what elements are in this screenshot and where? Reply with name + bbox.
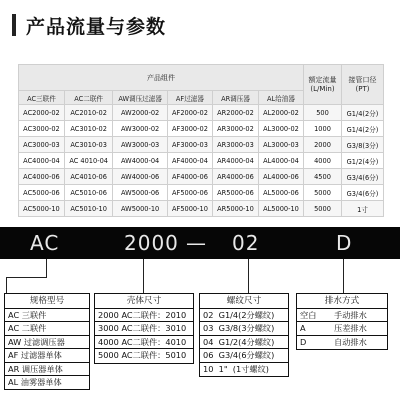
flow-cell: 4000 <box>304 153 342 169</box>
flow-cell: 4500 <box>304 169 342 185</box>
column-header: AR调压器 <box>212 91 258 105</box>
thread-size-legend-item: 02 G1/4(2分螺纹) <box>200 309 288 322</box>
flow-cell: 2000 <box>304 137 342 153</box>
table-cell: AC2000-02 <box>19 105 65 121</box>
table-row <box>19 169 384 185</box>
table-cell: AW5000-10 <box>113 201 168 217</box>
table-cell: AF4000-04 <box>167 153 212 169</box>
flow-cell: 500 <box>304 105 342 121</box>
column-header: AW调压过滤器 <box>113 91 168 105</box>
body-size-legend-list <box>94 309 194 364</box>
drain-key: A <box>300 323 306 334</box>
table-row <box>19 185 384 201</box>
table-cell: AL5000-10 <box>259 201 304 217</box>
connector-line <box>248 259 249 293</box>
connector-line <box>343 259 344 293</box>
flow-cell: 5000 <box>304 185 342 201</box>
port-cell: 1寸 <box>342 201 384 217</box>
table-cell: AW3000-03 <box>113 137 168 153</box>
port-header <box>342 65 384 105</box>
table-cell: AW4000-06 <box>113 169 168 185</box>
spec-table <box>18 64 384 217</box>
body-size-legend-item: 5000 AC二联件：5010 <box>98 350 187 361</box>
table-cell: AC4000-04 <box>19 153 65 169</box>
column-header: AF过滤器 <box>167 91 212 105</box>
table-row <box>19 121 384 137</box>
table-cell: AC3000-03 <box>19 137 65 153</box>
port-cell: G1/4(2分) <box>342 121 384 137</box>
table-cell: AC2010-02 <box>64 105 112 121</box>
table-cell: AR4000-06 <box>212 169 258 185</box>
table-cell: AL3000-02 <box>259 121 304 137</box>
drain-value: 自动排水 <box>334 336 367 347</box>
body-size-legend-title: 壳体尺寸 <box>94 293 194 309</box>
body-size-legend-item: 4000 AC二联件：4010 <box>95 336 193 349</box>
model-legend-item: AC 三联件 <box>5 309 89 322</box>
port-cell: G3/4(6分) <box>342 169 384 185</box>
table-cell: AF3000-02 <box>167 121 212 137</box>
drain-legend-item <box>297 309 387 322</box>
table-cell: AR4000-04 <box>212 153 258 169</box>
table-cell: AR5000-10 <box>212 201 258 217</box>
model-legend-list <box>4 309 90 390</box>
table-cell: AR3000-02 <box>212 121 258 137</box>
model-code-bar <box>0 227 400 259</box>
table-cell: AW4000-04 <box>113 153 168 169</box>
table-group-header-row <box>19 65 384 91</box>
connector-line <box>143 259 144 293</box>
port-cell: G1/2(4分) <box>342 153 384 169</box>
group-header: 产品组件 <box>19 65 304 91</box>
thread-size-legend-item: 10 1" (1寸螺纹) <box>203 363 269 374</box>
drain-legend-item <box>297 336 387 349</box>
table-cell: AW5000-06 <box>113 185 168 201</box>
port-header-text: 接管口径 (PT) <box>348 75 377 93</box>
flow-cell: 5000 <box>304 201 342 217</box>
drain-value: 压差排水 <box>334 323 367 334</box>
flow-header-text: 额定流量 (L/Min) <box>308 75 337 93</box>
model-legend-item: AL 油雾器单体 <box>8 376 62 387</box>
drain-legend-list <box>296 309 388 350</box>
drain-legend-item <box>297 322 387 335</box>
code-drain: D <box>336 231 353 255</box>
table-cell: AF5000-06 <box>167 185 212 201</box>
title-accent-bar <box>12 14 16 36</box>
drain-legend-box <box>296 293 388 350</box>
model-legend-box <box>4 293 90 390</box>
drain-legend-title: 排水方式 <box>296 293 388 309</box>
table-cell: AC4000-06 <box>19 169 65 185</box>
table-cell: AC3010-02 <box>64 121 112 137</box>
table-cell: AC5010-06 <box>64 185 112 201</box>
table-cell: AF3000-03 <box>167 137 212 153</box>
body-size-legend-box <box>94 293 194 364</box>
table-cell: AC3010-03 <box>64 137 112 153</box>
table-cell: AR3000-03 <box>212 137 258 153</box>
drain-key: 空白 <box>300 310 317 320</box>
column-header: AC二联件 <box>64 91 112 105</box>
table-row <box>19 201 384 217</box>
port-cell: G3/8(3分) <box>342 137 384 153</box>
table-cell: AW3000-02 <box>113 121 168 137</box>
thread-size-legend-box <box>199 293 289 377</box>
table-cell: AC 4010-04 <box>64 153 112 169</box>
port-cell: G3/4(6分) <box>342 185 384 201</box>
table-cell: AR2000-02 <box>212 105 258 121</box>
table-row <box>19 105 384 121</box>
connector-line <box>6 277 7 293</box>
table-cell: AL2000-02 <box>259 105 304 121</box>
thread-size-legend-title: 螺纹尺寸 <box>199 293 289 309</box>
table-row <box>19 137 384 153</box>
model-legend-title: 规格型号 <box>4 293 90 309</box>
title-bar <box>0 0 400 52</box>
model-legend-item: AW 过滤调压器 <box>5 336 89 349</box>
table-cell: AF2000-02 <box>167 105 212 121</box>
body-size-legend-item: 2000 AC二联件：2010 <box>95 309 193 322</box>
model-legend-item: AR 调压器单体 <box>5 363 89 376</box>
thread-size-legend-list <box>199 309 289 377</box>
code-series: AC <box>30 231 60 255</box>
column-header: AC三联件 <box>19 91 65 105</box>
code-dash: — <box>186 231 207 255</box>
table-cell: AW2000-02 <box>113 105 168 121</box>
column-header: AL给油器 <box>259 91 304 105</box>
table-cell: AC5000-10 <box>19 201 65 217</box>
table-cell: AL5000-06 <box>259 185 304 201</box>
thread-size-legend-item: 04 G1/2(4分螺纹) <box>200 336 288 349</box>
body-size-legend-item: 3000 AC二联件：3010 <box>95 322 193 335</box>
drain-value: 手动排水 <box>334 310 367 320</box>
drain-key: D <box>300 336 307 347</box>
table-cell: AL4000-04 <box>259 153 304 169</box>
spec-table-body <box>19 105 384 217</box>
connector-line <box>6 277 47 278</box>
table-cell: AC3000-02 <box>19 121 65 137</box>
table-cell: AL3000-03 <box>259 137 304 153</box>
thread-size-legend-item: 03 G3/8(3分螺纹) <box>200 322 288 335</box>
code-port: 02 <box>232 231 260 255</box>
page-title: 产品流量与参数 <box>26 16 167 38</box>
code-size: 2000 <box>124 231 179 255</box>
flow-cell: 1000 <box>304 121 342 137</box>
table-row <box>19 153 384 169</box>
table-cell: AR5000-06 <box>212 185 258 201</box>
table-cell: AC5000-06 <box>19 185 65 201</box>
table-cell: AC5010-10 <box>64 201 112 217</box>
port-cell: G1/4(2分) <box>342 105 384 121</box>
table-cell: AF4000-06 <box>167 169 212 185</box>
table-cell: AC4010-06 <box>64 169 112 185</box>
flow-header <box>304 65 342 105</box>
thread-size-legend-item: 06 G3/4(6分螺纹) <box>200 349 288 362</box>
connector-line <box>46 259 47 277</box>
table-cell: AF5000-10 <box>167 201 212 217</box>
model-legend-item: AC 二联件 <box>5 322 89 335</box>
table-cell: AL4000-06 <box>259 169 304 185</box>
model-legend-item: AF 过滤器单体 <box>5 349 89 362</box>
